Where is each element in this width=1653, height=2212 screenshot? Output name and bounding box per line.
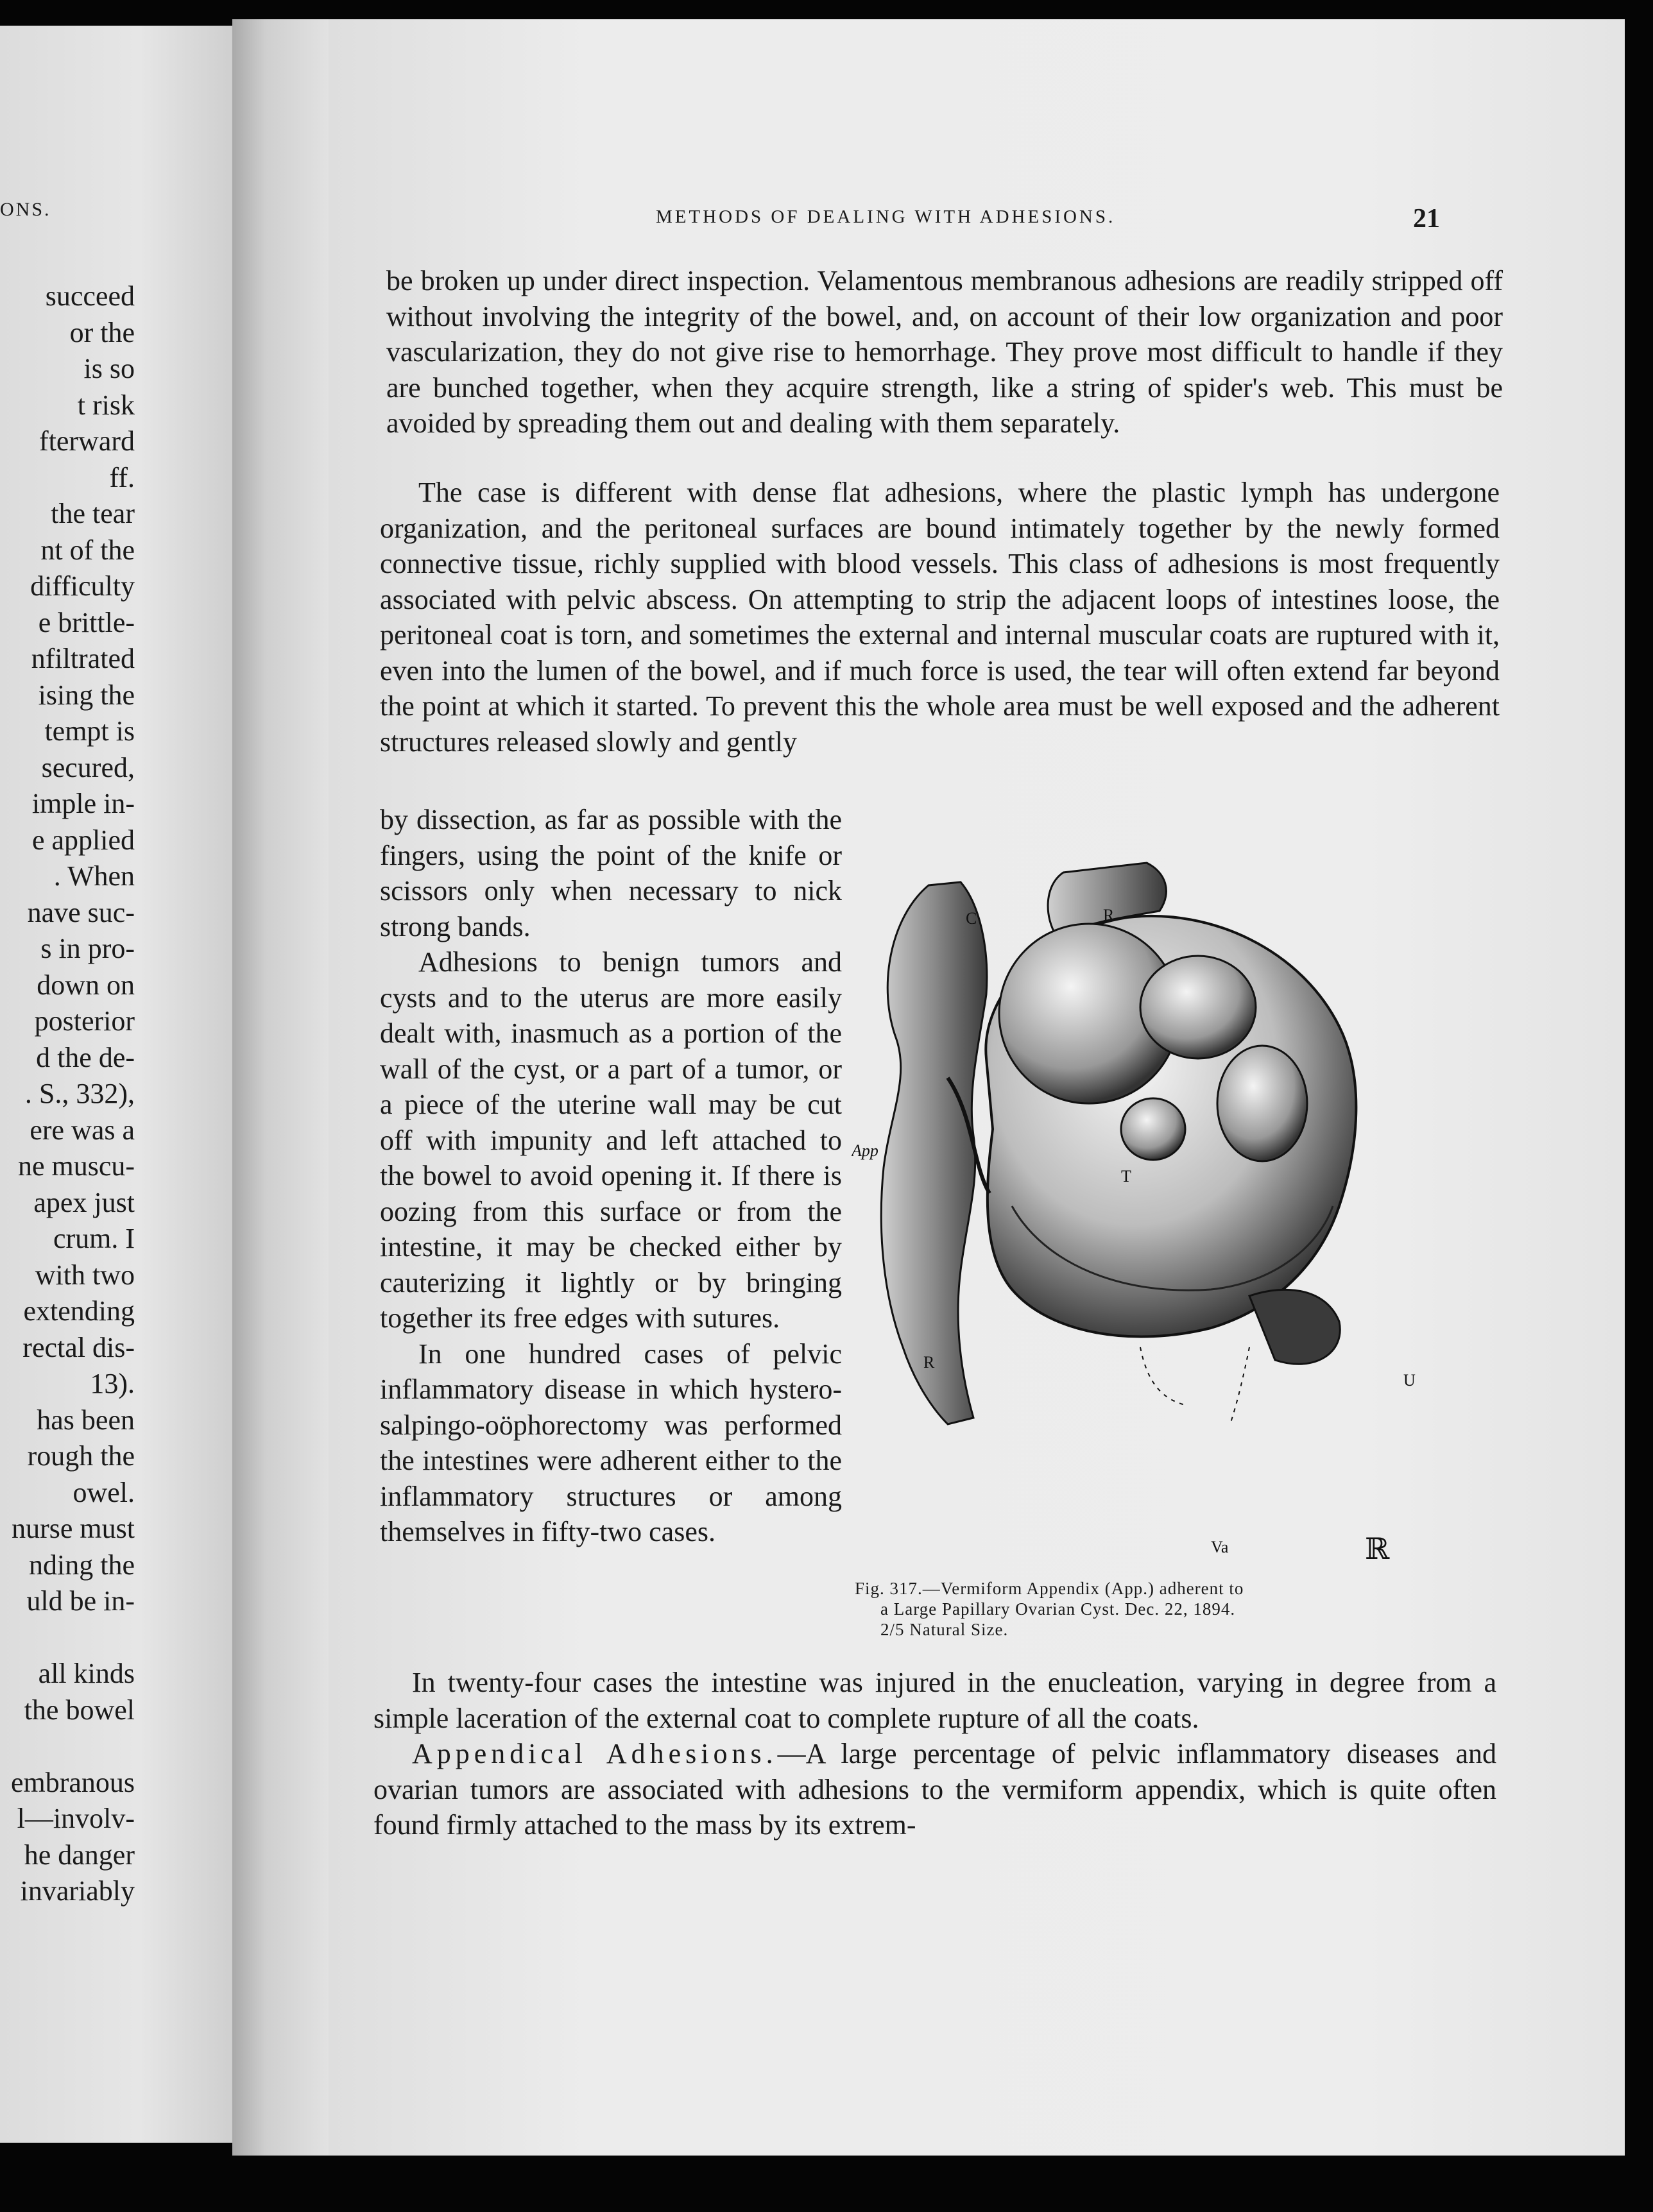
left-page-line: all kinds bbox=[38, 1658, 135, 1689]
label-app: App bbox=[852, 1141, 878, 1160]
left-page-line: or the bbox=[69, 316, 135, 348]
paragraph-5: In twenty-four cases the intestine was injured in the enucleation, varying in degree from a simple laceration of the external coat to complete rupture of all the coats. bbox=[373, 1667, 1496, 1734]
label-r-left: R bbox=[923, 1353, 935, 1372]
caption-line-1: Fig. 317.—Vermiform Appendix (App.) adherent to bbox=[855, 1579, 1244, 1598]
left-page-line: . S., 332), bbox=[24, 1078, 135, 1109]
left-page-line: the tear bbox=[51, 498, 135, 529]
left-page-line: embranous bbox=[10, 1766, 135, 1798]
left-page-line: ff. bbox=[109, 461, 135, 493]
left-page-line: nt of the bbox=[40, 534, 135, 566]
page-number: 21 bbox=[1413, 204, 1440, 234]
paragraph-text: by dissection, as far as possible with the fingers, using the point of the knife or scissors only when necessary to nick strong bands. bbox=[380, 804, 842, 942]
figure-illustration bbox=[852, 847, 1416, 1585]
left-page-line: owel. bbox=[73, 1476, 135, 1508]
left-page-line: d the de- bbox=[36, 1041, 135, 1073]
left-page-line: nfiltrated bbox=[31, 643, 135, 674]
left-page-line: nding the bbox=[29, 1549, 135, 1581]
book-gutter bbox=[232, 19, 329, 2156]
caption-line-2: a Large Papillary Ovarian Cyst. Dec. 22, 1894. bbox=[880, 1599, 1236, 1619]
left-page bbox=[0, 26, 232, 2143]
left-page-line: down on bbox=[37, 969, 135, 1001]
left-page-line: fterward bbox=[39, 425, 135, 457]
narrow-column bbox=[380, 802, 842, 1550]
label-va: Va bbox=[1211, 1538, 1229, 1556]
right-page bbox=[329, 19, 1625, 2156]
lower-paragraphs bbox=[373, 1665, 1496, 1843]
left-page-line: posterior bbox=[34, 1005, 135, 1037]
left-page-line: succeed bbox=[45, 280, 135, 312]
paragraph-2 bbox=[380, 475, 1500, 760]
left-page-line: extending bbox=[23, 1295, 135, 1327]
left-page-line: crum. I bbox=[53, 1223, 135, 1254]
section-heading: Appendical Adhesions. bbox=[412, 1738, 778, 1769]
left-page-line: difficulty bbox=[30, 570, 135, 602]
left-page-line: ising the bbox=[38, 679, 135, 711]
left-page-line: with two bbox=[35, 1259, 135, 1291]
left-page-line: e applied bbox=[31, 824, 135, 856]
paragraph-text: The case is different with dense flat adhesions, where the plastic lymph has undergone organization, and the peritoneal surfaces are bound intimately together by the newly formed connective tissue, richly supplied with blood vessels. This class of adhesions is most frequently associated with pelvic abscess. On attempting to strip the adjacent loops of intestines loose, the peritoneal coat is torn, and sometimes the external and internal muscular coats are ruptured with it, even into the lumen of the bowel, and if much force is used, the tear will often extend far beyond the point at which it started. To prevent this the whole area must be well exposed and the adherent structures released slowly and gently bbox=[380, 477, 1500, 758]
label-u: U bbox=[1403, 1371, 1416, 1390]
left-page-line: imple in- bbox=[31, 788, 135, 819]
figure-caption bbox=[855, 1578, 1432, 1640]
left-page-line: nave suc- bbox=[27, 896, 135, 928]
paragraph-text: be broken up under direct inspection. Velamentous membranous adhesions are readily stripped off without involving the integrity of the bowel, and, on account of their low organization and poor vascularization, they do not give rise to hemorrhage. They prove most difficult to handle if they are bunched together, when they acquire strength, like a string of spider's web. This must be avoided by spreading them out and dealing with them separately. bbox=[386, 265, 1503, 439]
left-page-line: t risk bbox=[77, 389, 135, 421]
left-running-head-fragment: ONS. bbox=[0, 199, 51, 220]
paragraph-4: In one hundred cases of pelvic inflammatory disease in which hystero-salpingo-oöphorectomy was performed the intestines were adherent either to the inflammatory structures or among themselves in fifty-two cases. bbox=[380, 1338, 842, 1547]
left-page-line: uld be in- bbox=[26, 1585, 135, 1617]
caption-line-3: 2/5 Natural Size. bbox=[880, 1620, 1009, 1639]
left-page-line: the bowel bbox=[24, 1694, 135, 1726]
left-page-line: 13). bbox=[90, 1368, 135, 1399]
left-page-line: rough the bbox=[27, 1440, 135, 1472]
left-page-line: rectal dis- bbox=[22, 1331, 135, 1363]
left-page-line bbox=[0, 1620, 135, 1656]
left-page-line: s in pro- bbox=[40, 933, 135, 964]
appendix-cyst-engraving bbox=[852, 847, 1416, 1585]
label-t: T bbox=[1121, 1167, 1131, 1186]
left-page-line: he danger bbox=[24, 1839, 135, 1871]
left-page-line: invariably bbox=[20, 1875, 135, 1907]
artist-monogram: ℝ bbox=[1365, 1531, 1390, 1566]
paragraph-6-text: —A large percentage of pelvic inflammatory diseases and ovarian tumors are associated with adhesions to the vermiform appendix, which is quite often found firmly attached to the mass by its extrem- bbox=[373, 1738, 1496, 1841]
paragraph-1 bbox=[386, 263, 1503, 441]
left-page-line: is so bbox=[83, 353, 135, 384]
left-page-line bbox=[0, 1728, 135, 1765]
left-page-line: nurse must bbox=[12, 1513, 135, 1544]
left-page-line: ne muscu- bbox=[17, 1150, 135, 1182]
left-page-line: tempt is bbox=[44, 715, 135, 747]
left-page-line: . When bbox=[53, 860, 135, 892]
running-head: METHODS OF DEALING WITH ADHESIONS. bbox=[656, 207, 1116, 227]
paragraph-3: Adhesions to benign tumors and cysts and to the uterus are more easily dealt with, inasmuch as a portion of the wall of the cyst, or a part of a tumor, or a piece of the uterine wall may be cut off with impunity and left attached to the bowel to avoid opening it. If there is oozing from this surface or from the intestine, it may be checked either by cauterizing it lightly or by bringing together its free edges with sutures. bbox=[380, 946, 842, 1334]
label-r-top: R bbox=[1103, 906, 1115, 924]
left-page-line: apex just bbox=[33, 1186, 135, 1218]
left-page-line: secured, bbox=[41, 751, 135, 783]
left-page-line: has been bbox=[37, 1404, 135, 1436]
left-page-line: ere was a bbox=[30, 1114, 135, 1146]
left-page-text bbox=[0, 278, 135, 1910]
left-page-line: e brittle- bbox=[38, 606, 135, 638]
left-page-line: l—involv- bbox=[17, 1803, 135, 1834]
paragraph-6 bbox=[373, 1736, 1496, 1843]
label-c: C bbox=[966, 909, 977, 928]
